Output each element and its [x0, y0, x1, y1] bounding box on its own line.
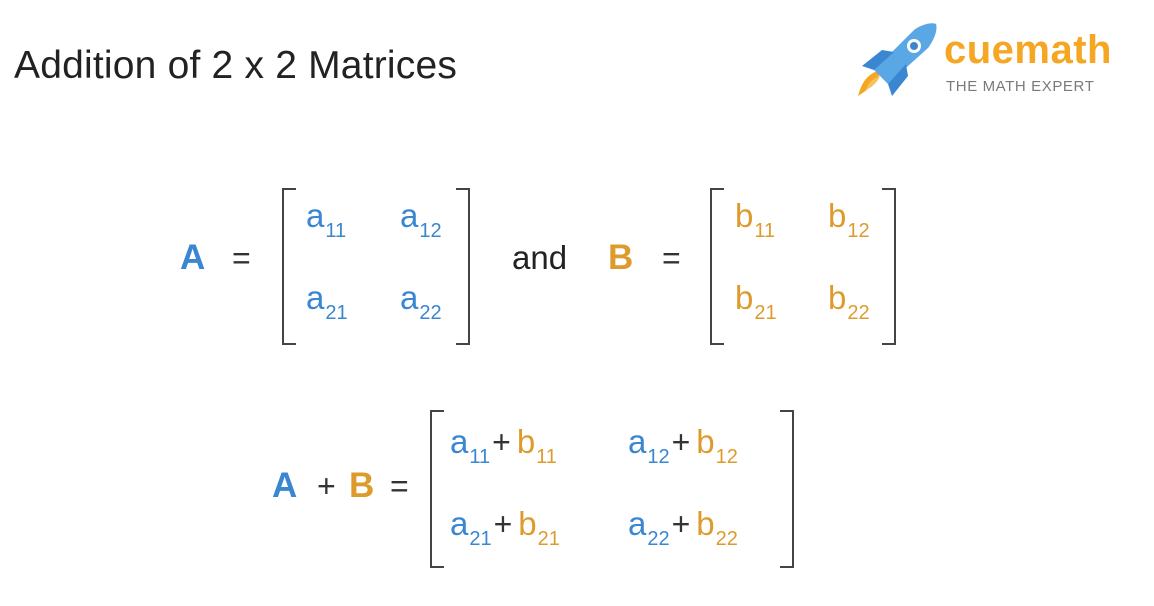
- matrix-b-element: $b_{11}$: [735, 197, 776, 242]
- plus-sign: +: [317, 468, 336, 504]
- matrix-b-label: B: [608, 238, 634, 277]
- sum-matrix-right-bracket: [780, 410, 794, 568]
- page-title: Addition of 2 x 2 Matrices: [14, 44, 458, 87]
- rocket-icon: [852, 18, 942, 103]
- matrix-a-element: $a_{21}$: [306, 279, 348, 324]
- matrix-b-element: $b_{22}$: [828, 279, 870, 324]
- and-text: and: [512, 239, 568, 276]
- logo-tagline: THE MATH EXPERT: [946, 78, 1095, 95]
- sum-b-label: B: [349, 466, 375, 505]
- equals-sign: =: [390, 468, 409, 504]
- sum-a-label: A: [272, 466, 298, 505]
- equals-sign: =: [232, 240, 251, 276]
- sum-matrix-element: $a_{22}+ b_{22}$: [628, 505, 738, 550]
- matrix-a-left-bracket: [282, 188, 296, 345]
- equals-sign: =: [662, 240, 681, 276]
- matrix-b-element: $b_{12}$: [828, 197, 870, 242]
- sum-matrix-element: $a_{21}+ b_{21}$: [450, 505, 560, 550]
- matrix-b-right-bracket: [882, 188, 896, 345]
- matrix-a-element: $a_{12}$: [400, 197, 442, 242]
- matrix-a-label: A: [180, 238, 206, 277]
- sum-matrix-element: $a_{12}+ b_{12}$: [628, 423, 738, 468]
- matrix-b-element: $b_{21}$: [735, 279, 777, 324]
- logo-brand: cuemath: [944, 28, 1112, 72]
- matrix-a-right-bracket: [456, 188, 470, 345]
- sum-matrix-element: $a_{11}+ b_{11}$: [450, 423, 557, 468]
- matrix-b-left-bracket: [710, 188, 724, 345]
- matrix-a-element: $a_{22}$: [400, 279, 442, 324]
- sum-matrix-left-bracket: [430, 410, 444, 568]
- matrix-a-element: $a_{11}$: [306, 197, 347, 242]
- cuemath-logo: [852, 18, 1122, 103]
